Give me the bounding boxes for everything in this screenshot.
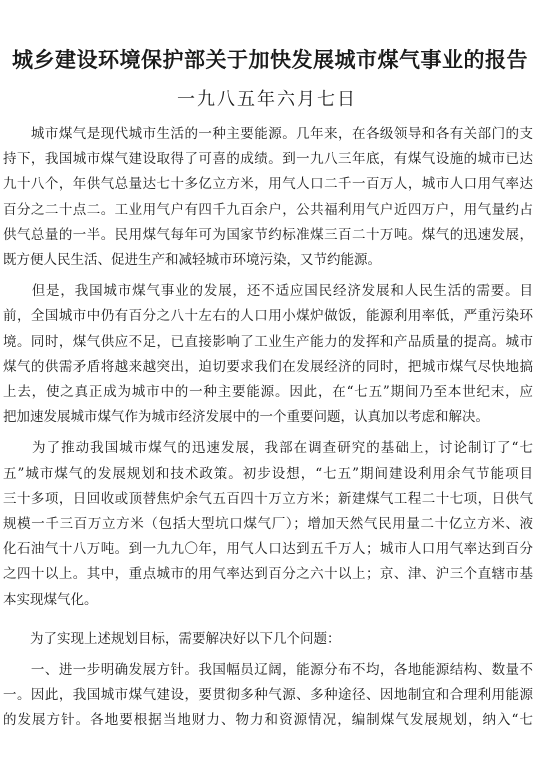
text-line: 规模一千三百万立方米（包括大型坑口煤气厂）；增加天然气民用量二十亿立方米、液 [3,516,533,533]
paragraph-2 [3,279,533,430]
text-line: 九十八个，年供气总量达七十多亿立方米，用气人口二千一百万人，城市人口用气率达 [3,176,533,193]
text-line: 之四十以上。其中，重点城市的用气率达到百分之六十以上；京、津、沪三个直辖市基 [3,566,533,583]
text-line: 五”城市煤气的发展规划和技术政策。初步设想，“七五”期间建设利用余气节能项目 [3,465,533,482]
text-line: 煤气的供需矛盾将越来越突出，迫切要求我们在发展经济的同时，把城市煤气尽快地搞 [3,358,533,375]
text-line: 持下，我国城市煤气建设取得了可喜的成绩。到一九八三年底，有煤气设施的城市已达 [3,151,533,168]
text-line: 为了推动我国城市煤气的迅速发展，我部在调查研究的基础上，讨论制订了“七 [3,440,533,457]
document-title: 城乡建设环境保护部关于加快发展城市煤气事业的报告 [12,47,528,72]
text-line: 本实现煤气化。 [3,591,98,608]
text-line: 供气总量的一半。民用煤气每年可为国家节约标准煤三百二十万吨。煤气的迅速发展， [3,226,533,243]
paragraph-4 [3,627,533,652]
text-line: 百分之二十点二。工业用气户有四千九百余户，公共福利用气户近四万户，用气量约占 [3,201,533,218]
text-line: 的发展方针。各地要根据当地财力、物力和资源情况，编制煤气发展规划，纳入“七 [3,712,533,729]
paragraph-5 [3,658,533,734]
text-line: 三十多项，日回收或顶替焦炉余气五百四十万立方米；新建煤气工程二十七项，日供气 [3,490,533,507]
text-line: 化石油气十八万吨。到一九九〇年，用气人口达到五千万人；城市人口用气率达到百分 [3,541,533,558]
text-line: 但是，我国城市煤气事业的发展，还不适应国民经济发展和人民生活的需要。目 [3,283,533,300]
paragraph-1 [3,122,533,273]
text-line: 既方便人民生活、促进生产和减轻城市环境污染，又节约能源。 [3,252,381,269]
document-date: 一九八五年六月七日 [177,89,357,110]
document-body [3,122,533,734]
text-line: 为了实现上述规划目标，需要解决好以下几个问题： [3,630,341,647]
text-line: 境。同时，煤气供应不足，已直接影响了工业生产能力的发挥和产品质量的提高。城市 [3,333,533,350]
text-line: 上去，使之真正成为城市中的一种主要能源。因此，在“七五”期间乃至本世纪末，应 [3,384,533,401]
text-line: 把加速发展城市煤气作为城市经济发展中的一个重要问题，认真加以考虑和解决。 [3,409,489,426]
text-line: 一。因此，我国城市煤气建设，要贯彻多种气源、多种途径、因地制宜和合理利用能源 [3,687,533,704]
paragraph-3 [3,436,533,612]
text-line: 前，全国城市中仍有百分之八十左右的人口用小煤炉做饭，能源利用率低，严重污染环 [3,308,533,325]
text-line: 一、进一步明确发展方针。我国幅员辽阔，能源分布不均，各地能源结构、数量不 [3,662,533,679]
text-line: 城市煤气是现代城市生活的一种主要能源。几年来，在各级领导和各有关部门的支 [3,126,533,142]
